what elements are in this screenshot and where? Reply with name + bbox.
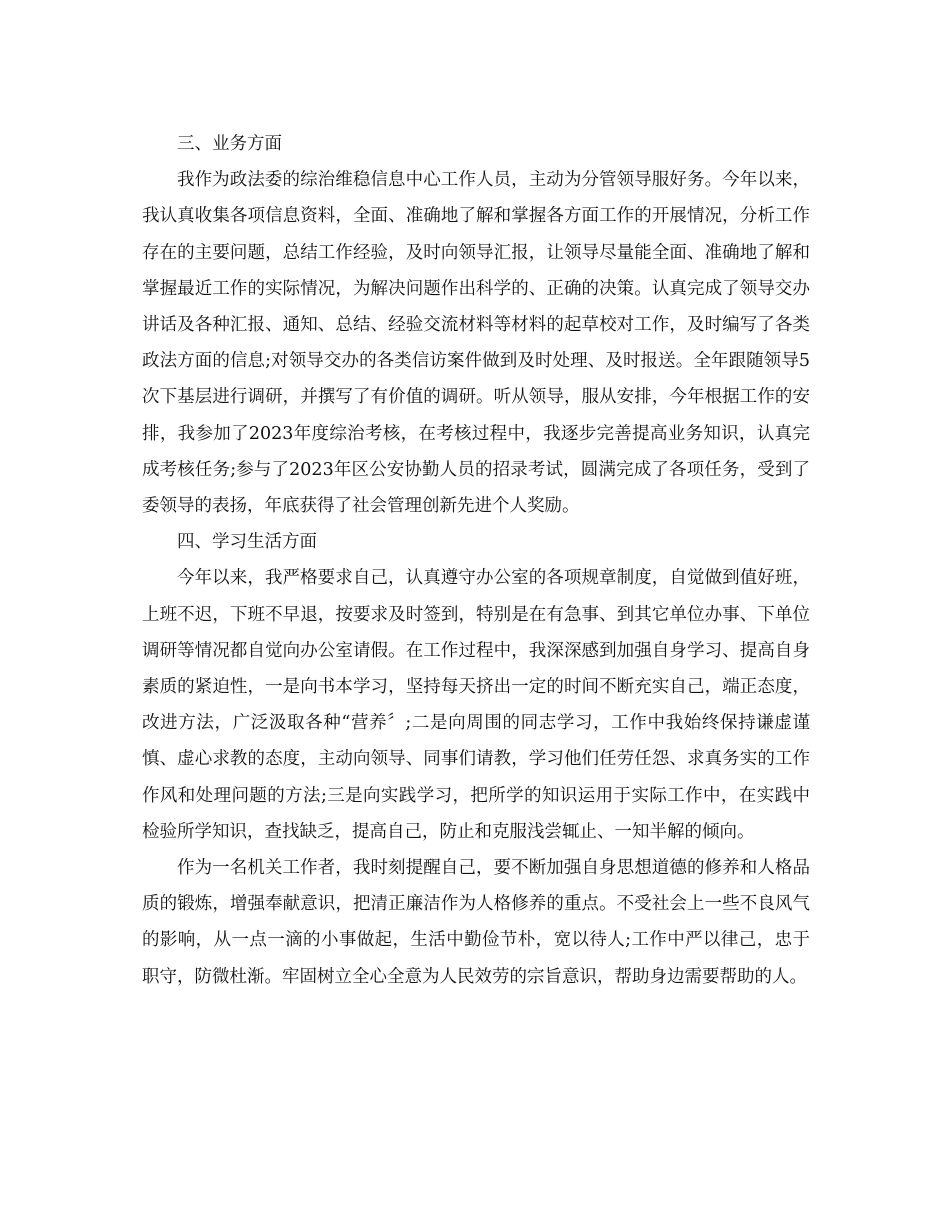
section-heading-study-life: 四、学习生活方面 xyxy=(177,532,317,553)
document-body xyxy=(142,126,810,995)
paragraph-study-life-2: 作为一名机关工作者，我时刻提醒自己，要不断加强自身思想道德的修养和人格品质的锻炼，增强奉献意识，把清正廉洁作为人格修养的重点。不受社会上一些不良风气的影响，从一点一滴的小事做起，生活中勤俭节朴，宽以待人;工作中严以律己，忠于职守，防微杜渐。牢固树立全心全意为人民效劳的宗旨意识，帮助身边需要帮助的人。 xyxy=(142,858,810,987)
section-heading-business: 三、业务方面 xyxy=(177,134,282,154)
paragraph-business: 我作为政法委的综治维稳信息中心工作人员，主动为分管领导服好务。今年以来，我认真收集各项信息资料，全面、准确地了解和掌握各方面工作的开展情况，分析工作存在的主要问题，总结工作经验，及时向领导汇报，让领导尽量能全面、准确地了解和掌握最近工作的实际情况，为解决问题作出科学的、正确的决策。认真完成了领导交办讲话及各种汇报、通知、总结、经验交流材料等材料的起草校对工作，及时编写了各类政法方面的信息;对领导交办的各类信访案件做到及时处理、及时报送。全年跟随领导5次下基层进行调研，并撰写了有价值的调研。听从领导，服从安排，今年根据工作的安排，我参加了2023年度综治考核，在考核过程中，我逐步完善提高业务知识，认真完成考核任务;参与了2023年区公安协勤人员的招录考试，圆满完成了各项任务，受到了委领导的表扬，年底获得了社会管理创新先进个人奖励。 xyxy=(142,170,810,517)
paragraph-study-life-1: 今年以来，我严格要求自己，认真遵守办公室的各项规章制度，自觉做到值好班，上班不迟，下班不早退，按要求及时签到，特别是在有急事、到其它单位办事、下单位调研等情况都自觉向办公室请假。在工作过程中，我深深感到加强自身学习、提高自身素质的紧迫性，一是向书本学习，坚持每天挤出一定的时间不断充实自己，端正态度，改进方法，广泛汲取各种“营养〞;二是向周围的同志学习，工作中我始终保持谦虚谨慎、虚心求教的态度，主动向领导、同事们请教，学习他们任劳任怨、求真务实的工作作风和处理问题的方法;三是向实践学习，把所学的知识运用于实际工作中，在实践中检验所学知识，查找缺乏，提高自己，防止和克服浅尝辄止、一知半解的倾向。 xyxy=(142,568,810,842)
